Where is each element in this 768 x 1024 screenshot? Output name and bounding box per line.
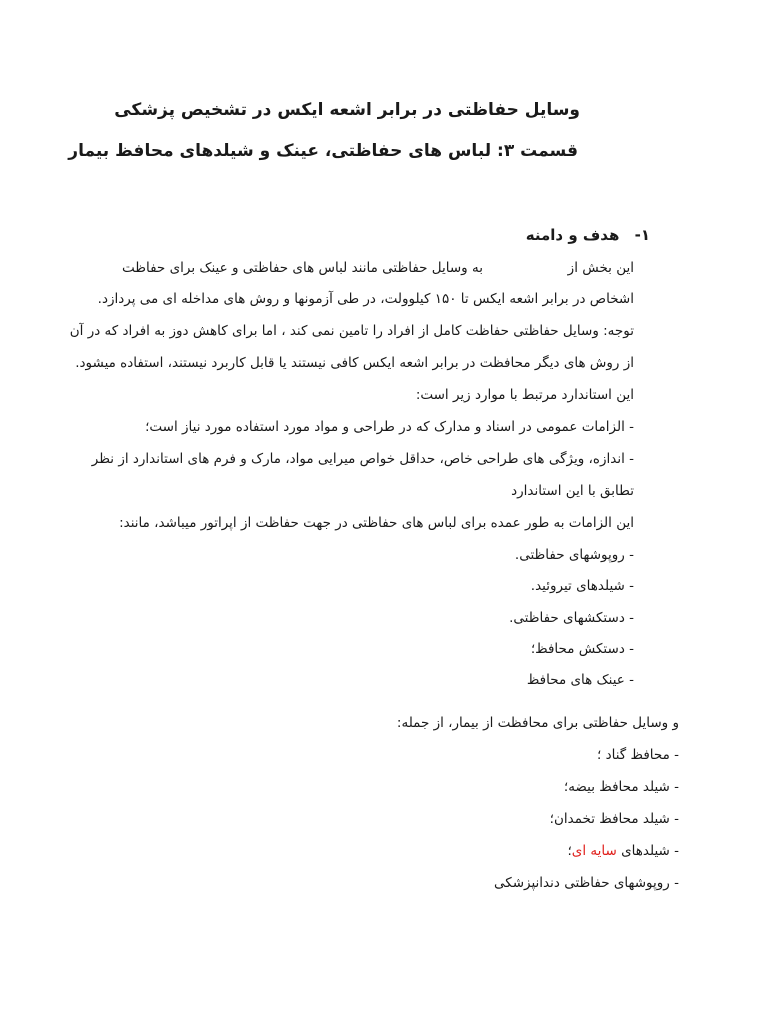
- document-title-line-1: وسایل حفاظتی در برابر اشعه ایکس در تشخیص پزشکی: [114, 100, 580, 120]
- list-item-prefix: - شیلدهای: [616, 843, 679, 859]
- highlighted-term: سایه ای: [571, 843, 617, 859]
- text-line: این استاندارد مرتبط با موارد زیر است:: [415, 387, 634, 403]
- section-heading: [526, 226, 650, 244]
- patient-intro: و وسایل حفاظتی برای محافظت از بیمار، از جمله:: [396, 715, 679, 731]
- list-item: - شیلدهای تیروئید.: [530, 578, 634, 594]
- section-number: ۱-: [634, 226, 650, 244]
- paragraph-line-start: این بخش از: [567, 260, 634, 276]
- text-line: اشخاص در برابر اشعه ایکس تا ۱۵۰ کیلوولت، در طی آزمونها و روش های مداخله ای می پردازد.: [97, 291, 634, 307]
- text-line: توجه: وسایل حفاظتی حفاظت کامل از افراد را تامین نمی کند ، اما برای کاهش دوز به افراد که در آن: [69, 323, 634, 339]
- text-line: این الزامات به طور عمده برای لباس های حفاظتی در جهت حفاظت از اپراتور میباشد، مانند:: [119, 515, 634, 531]
- paragraph-line-end: به وسایل حفاظتی مانند لباس های حفاظتی و عینک برای حفاظت: [121, 260, 483, 276]
- list-item: - شیلد محافظ تخمدان؛: [549, 811, 679, 827]
- list-item: - روپوشهای حفاظتی.: [514, 547, 634, 563]
- list-item-suffix: ؛: [567, 843, 572, 859]
- list-item: - اندازه، ویژگی های طراحی خاص، حداقل خواص میرایی مواد، مارک و فرم های استاندارد از نظر: [91, 451, 634, 467]
- section-heading-text: هدف و دامنه: [525, 226, 620, 244]
- list-item: - شیلد محافظ بیضه؛: [563, 779, 679, 795]
- text-line: از روش های دیگر محافظت در برابر اشعه ایکس کافی نیستند یا قابل کاربرد نیستند، استفاده میشود.: [75, 355, 634, 371]
- text-line: تطابق با این استاندارد: [511, 483, 634, 499]
- list-item: - الزامات عمومی در اسناد و مدارک که در طراحی و مواد مورد استفاده مورد نیاز است؛: [145, 419, 634, 435]
- document-title-line-2: قسمت ۳: لباس های حفاظتی، عینک و شیلدهای محافظ بیمار: [68, 141, 578, 161]
- list-item: - محافظ گناد ؛: [597, 747, 679, 763]
- list-item: - روپوشهای حفاظتی دندانپزشکی: [494, 875, 679, 891]
- list-item: - دستکش محافظ؛: [530, 641, 634, 657]
- list-item: - عینک های محافظ: [526, 672, 634, 688]
- list-item: - دستکشهای حفاظتی.: [509, 610, 634, 626]
- list-item-shadow-shields: [567, 843, 679, 859]
